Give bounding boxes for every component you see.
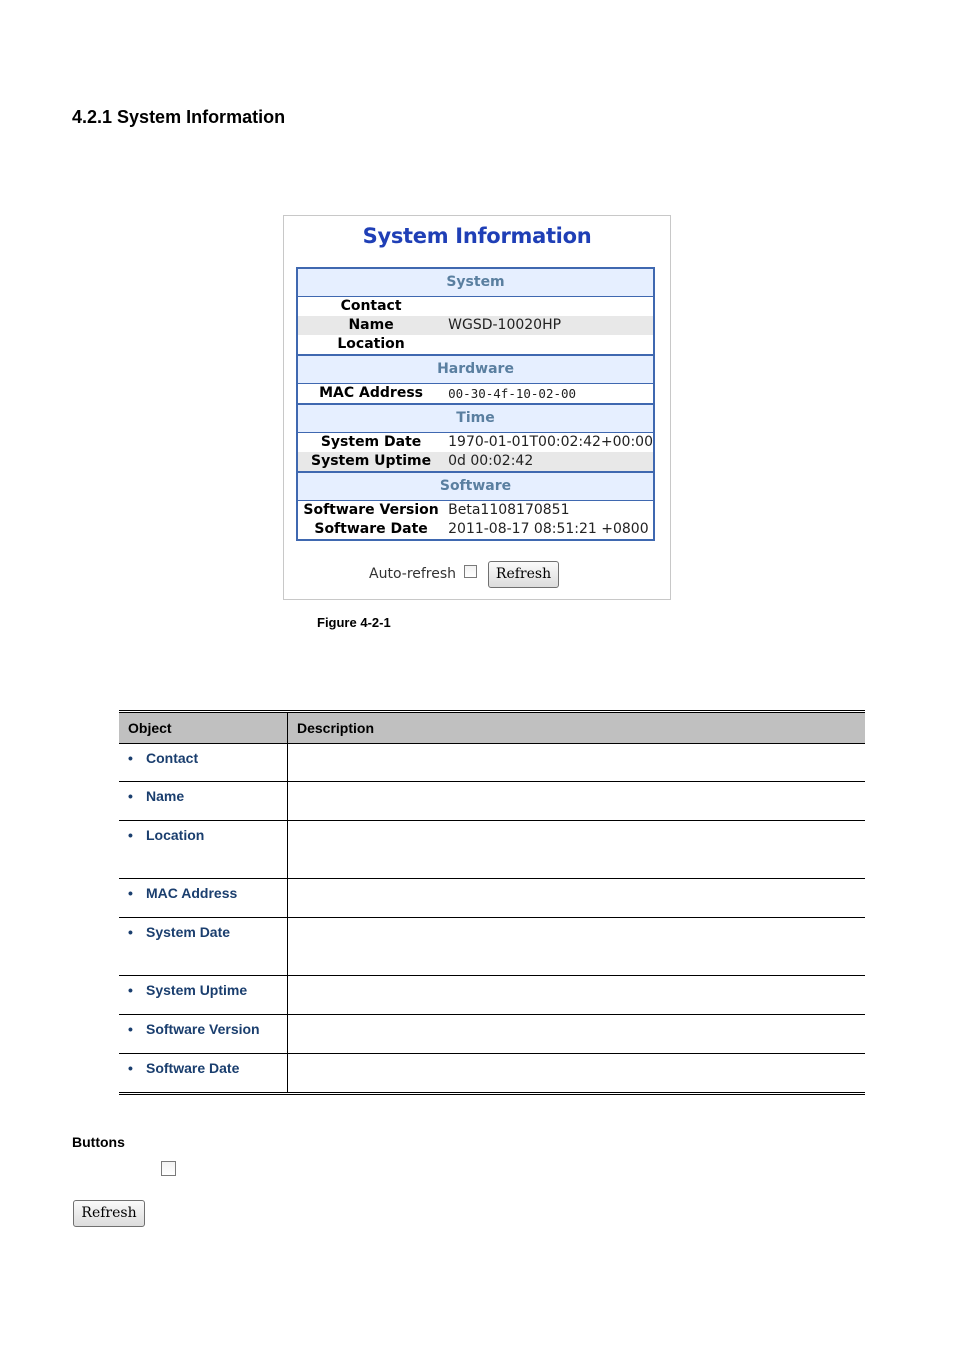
table-row: [119, 782, 865, 821]
row-software-version: [297, 501, 654, 521]
description-cell: [288, 821, 866, 879]
system-date-value: 1970-01-01T00:02:42+00:00: [448, 434, 653, 450]
object-software-date: Software Date: [146, 1060, 240, 1076]
bullet-icon: •: [128, 924, 133, 940]
header-object: Object: [119, 712, 288, 744]
object-location: Location: [146, 827, 205, 843]
system-date-label: System Date: [320, 434, 422, 450]
row-contact: [297, 297, 654, 317]
buttons-section-title: Buttons: [72, 1134, 125, 1150]
refresh-controls: [284, 561, 670, 589]
row-mac-address: [297, 384, 654, 405]
description-cell: [288, 976, 866, 1015]
section-header-time: Time: [297, 404, 654, 433]
table-row: [119, 879, 865, 918]
software-date-value: 2011-08-17 08:51:21 +0800: [448, 521, 649, 537]
system-uptime-value: 0d 00:02:42: [444, 452, 654, 472]
panel-title: System Information: [362, 224, 592, 248]
object-mac-address: MAC Address: [146, 885, 238, 901]
description-cell: [288, 1054, 866, 1094]
name-value: WGSD-10020HP: [444, 316, 654, 335]
object-description-table: [119, 710, 865, 1095]
table-row: [119, 976, 865, 1015]
bullet-icon: •: [128, 827, 133, 843]
row-software-date: [297, 520, 654, 540]
location-value: [444, 335, 654, 355]
row-system-uptime: [297, 452, 654, 472]
object-name: Name: [146, 788, 185, 804]
section-header-hardware: Hardware: [297, 355, 654, 384]
mac-address-label: MAC Address: [319, 385, 423, 401]
auto-refresh-checkbox[interactable]: [464, 565, 477, 578]
refresh-button-sample[interactable]: Refresh: [73, 1200, 145, 1227]
section-title: 4.2.1 System Information: [72, 107, 286, 127]
bullet-icon: •: [128, 1060, 133, 1076]
system-info-table: [296, 267, 655, 541]
table-row: [119, 1015, 865, 1054]
auto-refresh-label: Auto-refresh: [369, 566, 457, 582]
mac-address-value: 00-30-4f-10-02-00: [448, 386, 577, 401]
description-cell: [288, 918, 866, 976]
name-label: Name: [297, 316, 444, 335]
row-location: [297, 335, 654, 355]
table-row: [119, 744, 865, 782]
refresh-button[interactable]: Refresh: [488, 561, 559, 588]
table-row: [119, 918, 865, 976]
contact-value: [444, 297, 654, 317]
software-date-label: Software Date: [314, 521, 428, 537]
row-name: [297, 316, 654, 335]
software-version-value: Beta1108170851: [448, 502, 570, 518]
bullet-icon: •: [128, 788, 133, 804]
contact-label: Contact: [340, 298, 402, 314]
description-cell: [288, 744, 866, 782]
bullet-icon: •: [128, 982, 133, 998]
software-version-label: Software Version: [303, 502, 439, 518]
auto-refresh-checkbox-sample[interactable]: [161, 1161, 176, 1176]
description-cell: [288, 782, 866, 821]
location-label: Location: [337, 336, 405, 352]
row-system-date: [297, 433, 654, 453]
figure-caption: Figure 4-2-1: [317, 615, 391, 630]
system-information-screenshot: [283, 215, 671, 600]
description-cell: [288, 1015, 866, 1054]
object-system-date: System Date: [146, 924, 231, 940]
object-system-uptime: System Uptime: [146, 982, 248, 998]
table-row: [119, 1054, 865, 1094]
table-row: [119, 821, 865, 879]
table-header-row: [119, 712, 865, 744]
system-uptime-label: System Uptime: [297, 452, 444, 472]
bullet-icon: •: [128, 885, 133, 901]
description-cell: [288, 879, 866, 918]
bullet-icon: •: [128, 750, 133, 766]
header-description: Description: [288, 712, 866, 744]
object-software-version: Software Version: [146, 1021, 260, 1037]
bullet-icon: •: [128, 1021, 133, 1037]
object-contact: Contact: [146, 750, 199, 766]
section-header-software: Software: [297, 472, 654, 501]
section-header-system: System: [297, 268, 654, 297]
